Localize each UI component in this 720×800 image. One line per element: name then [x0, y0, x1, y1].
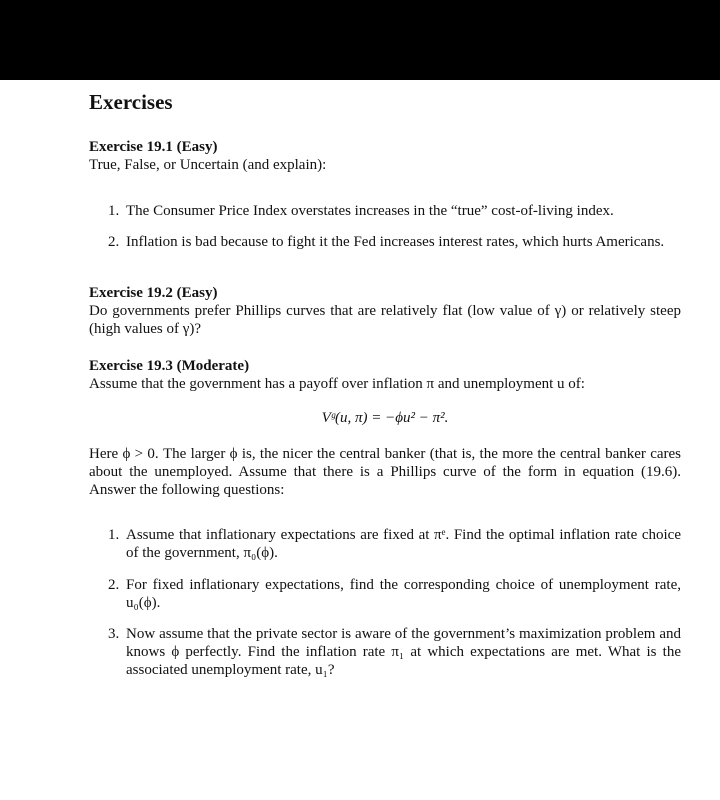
item-text: For fixed inflationary expectations, find the corresponding choice of unemployment rate, u₀(ϕ).	[126, 577, 681, 611]
exercise-19-3-paragraph	[89, 445, 681, 499]
payoff-equation: Vᵍ(u, π) = −ϕu² − π².	[321, 410, 449, 426]
item-number: 1.	[108, 527, 120, 543]
top-black-bar	[0, 0, 720, 80]
item-number: 2.	[108, 577, 120, 593]
section-heading: Exercises	[89, 90, 173, 114]
exercise-prompt: True, False, or Uncertain (and explain):	[89, 157, 327, 173]
list-item	[108, 202, 681, 220]
exercise-title: Exercise 19.3 (Moderate)	[89, 358, 250, 374]
exercise-text: Do governments prefer Phillips curves that are relatively flat (low value of γ) or relatively steep (high values of γ)?	[89, 303, 681, 337]
exercise-19-1	[89, 138, 681, 174]
paragraph-text: Here ϕ > 0. The larger ϕ is, the nicer the central banker (that is, the more the central banker cares about the unemployed. Assume that there is a Phillips curve of the form in equation (19.6). Answer the following questions:	[89, 446, 681, 498]
exercise-prompt: Assume that the government has a payoff over inflation π and unemployment u of:	[89, 376, 585, 392]
list-item	[108, 233, 681, 251]
item-number: 2.	[108, 234, 120, 250]
list-item	[108, 625, 681, 679]
item-text: Now assume that the private sector is aware of the government’s maximization problem and knows ϕ perfectly. Find the inflation rate π₁ at which expectations are met. What is the associated unemployment rate, u₁?	[126, 626, 681, 678]
list-item	[108, 526, 681, 562]
item-text: Inflation is bad because to fight it the Fed increases interest rates, which hurts Americans.	[126, 234, 665, 250]
item-text: Assume that inflationary expectations are fixed at πᵉ. Find the optimal inflation rate choice of the government, π₀(ϕ).	[126, 527, 681, 561]
exercise-19-2	[89, 284, 681, 338]
item-number: 3.	[108, 626, 120, 642]
item-text: The Consumer Price Index overstates increases in the “true” cost-of-living index.	[126, 203, 614, 219]
list-item	[108, 576, 681, 612]
exercise-19-3	[89, 357, 681, 393]
exercise-title: Exercise 19.2 (Easy)	[89, 285, 218, 301]
item-number: 1.	[108, 203, 120, 219]
exercise-title: Exercise 19.1 (Easy)	[89, 139, 218, 155]
